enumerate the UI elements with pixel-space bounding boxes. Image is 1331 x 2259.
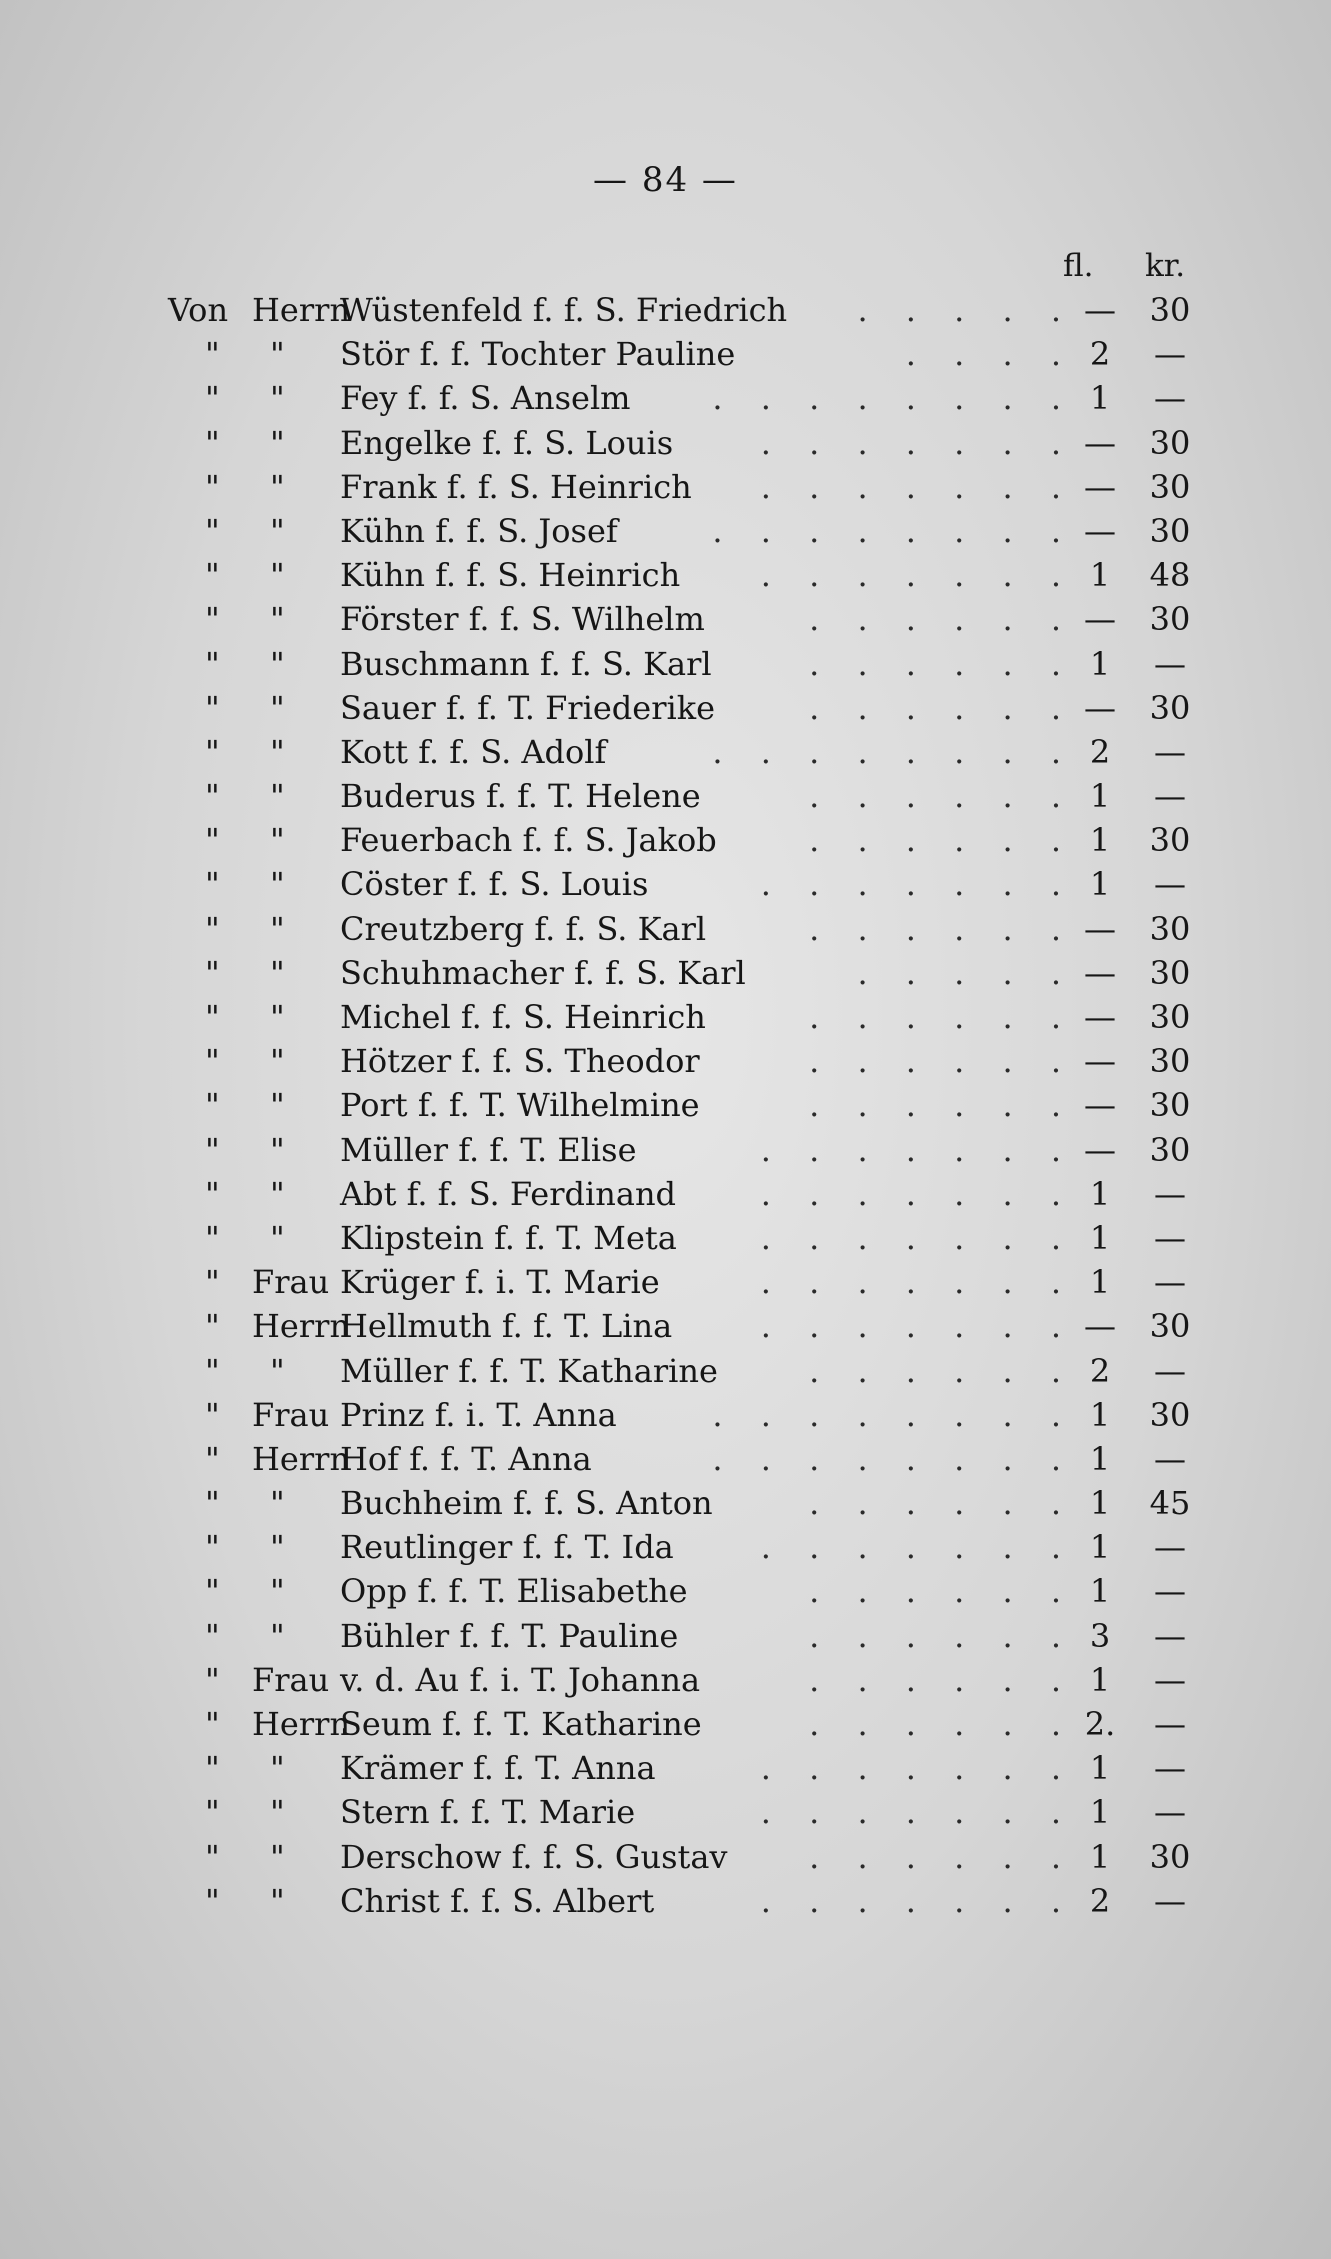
- row-name: Fey f. f. S. Anselm: [340, 379, 631, 418]
- amount-fl: 2: [1089, 1351, 1111, 1390]
- row-title: Herrn: [252, 1705, 351, 1743]
- list-item: [0, 1260, 1331, 1304]
- row-prefix: ": [205, 644, 220, 683]
- row-prefix: ": [205, 1086, 220, 1125]
- amount-fl: —: [1084, 953, 1116, 992]
- list-item: [0, 1614, 1331, 1658]
- amount-fl: —: [1084, 600, 1116, 639]
- row-name: Prinz f. i. T. Anna: [340, 1395, 617, 1434]
- leader-dots: . . . . . . . .: [712, 379, 1075, 418]
- leader-dots: . . . . . . .: [760, 1881, 1075, 1920]
- list-item: [0, 1790, 1331, 1834]
- row-name: Christ f. f. S. Albert: [340, 1881, 655, 1920]
- row-name: Reutlinger f. f. T. Ida: [340, 1528, 674, 1567]
- row-name: Stör f. f. Tochter Pauline: [340, 335, 736, 374]
- leader-dots: . . . . . .: [809, 821, 1075, 860]
- row-prefix: ": [205, 1263, 220, 1302]
- row-prefix: ": [205, 909, 220, 948]
- row-name: Müller f. f. T. Elise: [340, 1130, 637, 1169]
- amount-kr: 30: [1149, 1130, 1191, 1169]
- row-prefix: ": [205, 1130, 220, 1169]
- amount-kr: 30: [1149, 998, 1191, 1036]
- amount-fl: —: [1084, 1307, 1116, 1346]
- list-item: [0, 1879, 1331, 1923]
- list-item: [0, 995, 1331, 1039]
- list-item: [0, 1393, 1331, 1437]
- row-title: ": [270, 1616, 285, 1655]
- row-name: Opp f. f. T. Elisabethe: [340, 1572, 688, 1611]
- amount-kr: 45: [1149, 1484, 1191, 1523]
- amount-fl: —: [1084, 909, 1116, 948]
- list-item: [0, 421, 1331, 465]
- list-item: [0, 288, 1331, 332]
- row-name: Feuerbach f. f. S. Jakob: [340, 821, 717, 860]
- row-prefix: ": [205, 1660, 220, 1699]
- amount-kr: 30: [1149, 821, 1191, 860]
- row-title: ": [270, 732, 285, 771]
- leader-dots: . . . . .: [857, 953, 1075, 992]
- leader-dots: . . . . . .: [809, 1351, 1075, 1390]
- row-prefix: ": [205, 1705, 220, 1743]
- leader-dots: . . . . . . . .: [712, 732, 1075, 771]
- amount-fl: —: [1084, 423, 1116, 462]
- row-name: Buderus f. f. T. Helene: [340, 777, 701, 816]
- amount-fl: —: [1084, 1042, 1116, 1081]
- leader-dots: . . . . . .: [809, 1572, 1075, 1611]
- amount-kr: —: [1154, 335, 1186, 374]
- row-prefix: ": [205, 1351, 220, 1390]
- row-title: ": [270, 865, 285, 904]
- row-title: ": [270, 1042, 285, 1081]
- amount-fl: 3: [1089, 1616, 1111, 1655]
- column-header-fl: fl.: [1063, 248, 1094, 284]
- row-prefix: ": [205, 1307, 220, 1346]
- amount-fl: —: [1084, 1086, 1116, 1125]
- row-prefix: ": [205, 865, 220, 904]
- row-title: ": [270, 1881, 285, 1920]
- list-item: [0, 686, 1331, 730]
- row-prefix: ": [205, 1572, 220, 1611]
- leader-dots: . . . . . .: [809, 1042, 1075, 1081]
- amount-kr: —: [1154, 1218, 1186, 1257]
- amount-fl: 2.: [1084, 1705, 1116, 1743]
- leader-dots: . . . . . . .: [760, 1528, 1075, 1567]
- amount-fl: 1: [1089, 1793, 1111, 1832]
- page-number: — 84 —: [593, 160, 738, 200]
- row-prefix: ": [205, 688, 220, 727]
- amount-kr: 48: [1149, 556, 1191, 595]
- amount-fl: 1: [1089, 1837, 1111, 1876]
- row-title: ": [270, 998, 285, 1036]
- row-title: ": [270, 909, 285, 948]
- row-prefix: ": [205, 1749, 220, 1788]
- list-item: [0, 1039, 1331, 1083]
- leader-dots: . . . . . .: [809, 600, 1075, 639]
- row-name: Sauer f. f. T. Friederike: [340, 688, 716, 727]
- amount-kr: 30: [1149, 1395, 1191, 1434]
- leader-dots: . . . . . .: [809, 909, 1075, 948]
- amount-fl: 1: [1089, 1439, 1111, 1478]
- leader-dots: . . . . . .: [809, 1705, 1075, 1743]
- row-name: Stern f. f. T. Marie: [340, 1793, 636, 1832]
- row-title: ": [270, 1218, 285, 1257]
- row-title: Frau: [252, 1660, 330, 1699]
- leader-dots: . . . . . .: [809, 644, 1075, 683]
- row-name: Cöster f. f. S. Louis: [340, 865, 649, 904]
- row-name: Hellmuth f. f. T. Lina: [340, 1307, 673, 1346]
- leader-dots: . . . . . . .: [760, 1174, 1075, 1213]
- row-title: ": [270, 1086, 285, 1125]
- list-item: [0, 951, 1331, 995]
- amount-kr: —: [1154, 379, 1186, 418]
- amount-fl: 1: [1089, 1528, 1111, 1567]
- list-item: [0, 1216, 1331, 1260]
- row-name: Klipstein f. f. T. Meta: [340, 1218, 677, 1257]
- row-name: Wüstenfeld f. f. S. Friedrich: [340, 291, 788, 329]
- row-name: Müller f. f. T. Katharine: [340, 1351, 718, 1390]
- row-title: ": [270, 379, 285, 418]
- row-prefix: ": [205, 1528, 220, 1567]
- amount-fl: 1: [1089, 1749, 1111, 1788]
- list-item: [0, 553, 1331, 597]
- row-title: Frau: [252, 1395, 330, 1434]
- list-item: [0, 862, 1331, 906]
- row-title: Herrn: [252, 291, 351, 329]
- list-item: [0, 1481, 1331, 1525]
- row-prefix: ": [205, 777, 220, 816]
- amount-kr: —: [1154, 644, 1186, 683]
- amount-fl: —: [1084, 511, 1116, 550]
- row-name: Michel f. f. S. Heinrich: [340, 998, 706, 1036]
- amount-kr: 30: [1149, 423, 1191, 462]
- leader-dots: . . . . . .: [809, 1837, 1075, 1876]
- amount-kr: 30: [1149, 909, 1191, 948]
- amount-kr: 30: [1149, 600, 1191, 639]
- list-item: [0, 1172, 1331, 1216]
- leader-dots: . . . . . .: [809, 998, 1075, 1036]
- row-title: ": [270, 1793, 285, 1832]
- list-item: [0, 730, 1331, 774]
- leader-dots: . . . . . . .: [760, 865, 1075, 904]
- row-prefix: ": [205, 732, 220, 771]
- amount-kr: 30: [1149, 1042, 1191, 1081]
- amount-kr: 30: [1149, 511, 1191, 550]
- amount-kr: —: [1154, 777, 1186, 816]
- amount-fl: 1: [1089, 644, 1111, 683]
- list-item: [0, 1525, 1331, 1569]
- list-item: [0, 1128, 1331, 1172]
- list-item: [0, 597, 1331, 641]
- amount-fl: 1: [1089, 1572, 1111, 1611]
- row-prefix: ": [205, 1793, 220, 1832]
- amount-kr: —: [1154, 1263, 1186, 1302]
- list-item: [0, 1702, 1331, 1746]
- row-name: Kott f. f. S. Adolf: [340, 732, 607, 771]
- row-prefix: ": [205, 1174, 220, 1213]
- row-name: v. d. Au f. i. T. Johanna: [340, 1660, 701, 1699]
- row-name: Förster f. f. S. Wilhelm: [340, 600, 705, 639]
- amount-fl: 2: [1089, 732, 1111, 771]
- row-prefix: Von: [168, 291, 229, 329]
- amount-fl: —: [1084, 291, 1116, 329]
- list-item: [0, 1746, 1331, 1790]
- amount-fl: 1: [1089, 1174, 1111, 1213]
- list-item: [0, 1304, 1331, 1348]
- leader-dots: . . . . . . .: [760, 1263, 1075, 1302]
- row-title: ": [270, 600, 285, 639]
- amount-fl: —: [1084, 998, 1116, 1036]
- row-title: ": [270, 1484, 285, 1523]
- list-item: [0, 1835, 1331, 1879]
- row-prefix: ": [205, 600, 220, 639]
- list-item: [0, 818, 1331, 862]
- row-name: Creutzberg f. f. S. Karl: [340, 909, 707, 948]
- row-title: ": [270, 1572, 285, 1611]
- leader-dots: . . . . . . .: [760, 556, 1075, 595]
- row-name: Kühn f. f. S. Josef: [340, 511, 618, 550]
- amount-kr: —: [1154, 1616, 1186, 1655]
- amount-kr: 30: [1149, 467, 1191, 506]
- row-name: Buchheim f. f. S. Anton: [340, 1484, 713, 1523]
- row-name: Krüger f. i. T. Marie: [340, 1263, 660, 1302]
- row-prefix: ": [205, 1484, 220, 1523]
- row-title: ": [270, 821, 285, 860]
- leader-dots: . . . . . .: [809, 777, 1075, 816]
- row-prefix: ": [205, 1218, 220, 1257]
- list-item: [0, 376, 1331, 420]
- amount-fl: 2: [1089, 1881, 1111, 1920]
- column-headers: [0, 248, 1331, 288]
- row-prefix: ": [205, 1439, 220, 1478]
- amount-kr: —: [1154, 1439, 1186, 1478]
- amount-kr: 30: [1149, 1837, 1191, 1876]
- list-item: [0, 1349, 1331, 1393]
- column-header-kr: kr.: [1145, 248, 1186, 284]
- amount-kr: 30: [1149, 688, 1191, 727]
- list-item: [0, 1083, 1331, 1127]
- list-item: [0, 1658, 1331, 1702]
- row-name: Schuhmacher f. f. S. Karl: [340, 953, 746, 992]
- amount-fl: 1: [1089, 821, 1111, 860]
- row-title: ": [270, 1130, 285, 1169]
- amount-fl: 1: [1089, 556, 1111, 595]
- row-name: Bühler f. f. T. Pauline: [340, 1616, 679, 1655]
- amount-kr: —: [1154, 1572, 1186, 1611]
- list-item: [0, 1437, 1331, 1481]
- leader-dots: . . . . . .: [809, 1660, 1075, 1699]
- row-prefix: ": [205, 953, 220, 992]
- leader-dots: . . . . . . .: [760, 1130, 1075, 1169]
- row-name: Abt f. f. S. Ferdinand: [340, 1174, 677, 1213]
- amount-fl: 1: [1089, 1263, 1111, 1302]
- leader-dots: . . . . . .: [809, 1086, 1075, 1125]
- row-title: ": [270, 423, 285, 462]
- row-prefix: ": [205, 335, 220, 374]
- row-prefix: ": [205, 1616, 220, 1655]
- amount-kr: —: [1154, 1528, 1186, 1567]
- row-title: Herrn: [252, 1307, 351, 1346]
- row-prefix: ": [205, 1881, 220, 1920]
- amount-kr: —: [1154, 1793, 1186, 1832]
- amount-fl: 1: [1089, 379, 1111, 418]
- row-prefix: ": [205, 467, 220, 506]
- row-prefix: ": [205, 556, 220, 595]
- list-item: [0, 1569, 1331, 1613]
- amount-fl: 1: [1089, 777, 1111, 816]
- leader-dots: . . . . . .: [809, 688, 1075, 727]
- row-name: Engelke f. f. S. Louis: [340, 423, 674, 462]
- amount-kr: 30: [1149, 953, 1191, 992]
- amount-kr: —: [1154, 1351, 1186, 1390]
- row-title: ": [270, 953, 285, 992]
- amount-fl: 1: [1089, 1484, 1111, 1523]
- leader-dots: . . . . . . .: [760, 1793, 1075, 1832]
- amount-kr: 30: [1149, 291, 1191, 329]
- list-item: [0, 332, 1331, 376]
- row-title: ": [270, 1837, 285, 1876]
- row-title: ": [270, 335, 285, 374]
- leader-dots: . . . . . . .: [760, 423, 1075, 462]
- row-title: ": [270, 1749, 285, 1788]
- row-name: Kühn f. f. S. Heinrich: [340, 556, 681, 595]
- amount-kr: —: [1154, 1749, 1186, 1788]
- row-title: ": [270, 1528, 285, 1567]
- list-item: [0, 642, 1331, 686]
- row-title: ": [270, 1174, 285, 1213]
- amount-kr: —: [1154, 1660, 1186, 1699]
- leader-dots: . . . . . . . .: [712, 1439, 1075, 1478]
- amount-fl: 2: [1089, 335, 1111, 374]
- amount-fl: 1: [1089, 1218, 1111, 1257]
- row-title: ": [270, 688, 285, 727]
- row-title: Frau: [252, 1263, 330, 1302]
- row-title: ": [270, 644, 285, 683]
- list-item: [0, 907, 1331, 951]
- row-prefix: ": [205, 1395, 220, 1434]
- amount-fl: 1: [1089, 1660, 1111, 1699]
- row-prefix: ": [205, 1837, 220, 1876]
- amount-fl: 1: [1089, 1395, 1111, 1434]
- amount-kr: 30: [1149, 1086, 1191, 1125]
- row-name: Krämer f. f. T. Anna: [340, 1749, 656, 1788]
- row-prefix: ": [205, 1042, 220, 1081]
- row-name: Derschow f. f. S. Gustav: [340, 1837, 728, 1876]
- list-item: [0, 774, 1331, 818]
- row-prefix: ": [205, 821, 220, 860]
- list-item: [0, 465, 1331, 509]
- row-title: ": [270, 777, 285, 816]
- row-title: ": [270, 556, 285, 595]
- leader-dots: . . . . . . . .: [712, 511, 1075, 550]
- row-name: Hötzer f. f. S. Theodor: [340, 1042, 700, 1081]
- leader-dots: . . . . . . .: [760, 1218, 1075, 1257]
- amount-kr: —: [1154, 865, 1186, 904]
- leader-dots: . . . . .: [857, 291, 1075, 329]
- row-name: Hof f. f. T. Anna: [340, 1439, 592, 1478]
- leader-dots: . . . . . . .: [760, 1749, 1075, 1788]
- row-title: ": [270, 1351, 285, 1390]
- row-prefix: ": [205, 379, 220, 418]
- donation-list: [0, 288, 1331, 1923]
- leader-dots: . . . . . .: [809, 1484, 1075, 1523]
- leader-dots: . . . . . .: [809, 1616, 1075, 1655]
- row-prefix: ": [205, 998, 220, 1036]
- row-title: Herrn: [252, 1439, 351, 1478]
- row-name: Seum f. f. T. Katharine: [340, 1705, 702, 1743]
- leader-dots: . . . . . . .: [760, 1307, 1075, 1346]
- amount-fl: —: [1084, 1130, 1116, 1169]
- amount-kr: —: [1154, 1881, 1186, 1920]
- leader-dots: . . . . . . .: [760, 467, 1075, 506]
- row-prefix: ": [205, 423, 220, 462]
- row-title: ": [270, 511, 285, 550]
- row-title: ": [270, 467, 285, 506]
- amount-kr: 30: [1149, 1307, 1191, 1346]
- amount-kr: —: [1154, 1174, 1186, 1213]
- amount-fl: —: [1084, 688, 1116, 727]
- row-prefix: ": [205, 511, 220, 550]
- amount-kr: —: [1154, 1705, 1186, 1743]
- row-name: Port f. f. T. Wilhelmine: [340, 1086, 700, 1125]
- row-name: Buschmann f. f. S. Karl: [340, 644, 712, 683]
- list-item: [0, 509, 1331, 553]
- leader-dots: . . . . . . . .: [712, 1395, 1075, 1434]
- amount-kr: —: [1154, 732, 1186, 771]
- row-name: Frank f. f. S. Heinrich: [340, 467, 692, 506]
- amount-fl: —: [1084, 467, 1116, 506]
- leader-dots: . . . .: [905, 335, 1075, 374]
- amount-fl: 1: [1089, 865, 1111, 904]
